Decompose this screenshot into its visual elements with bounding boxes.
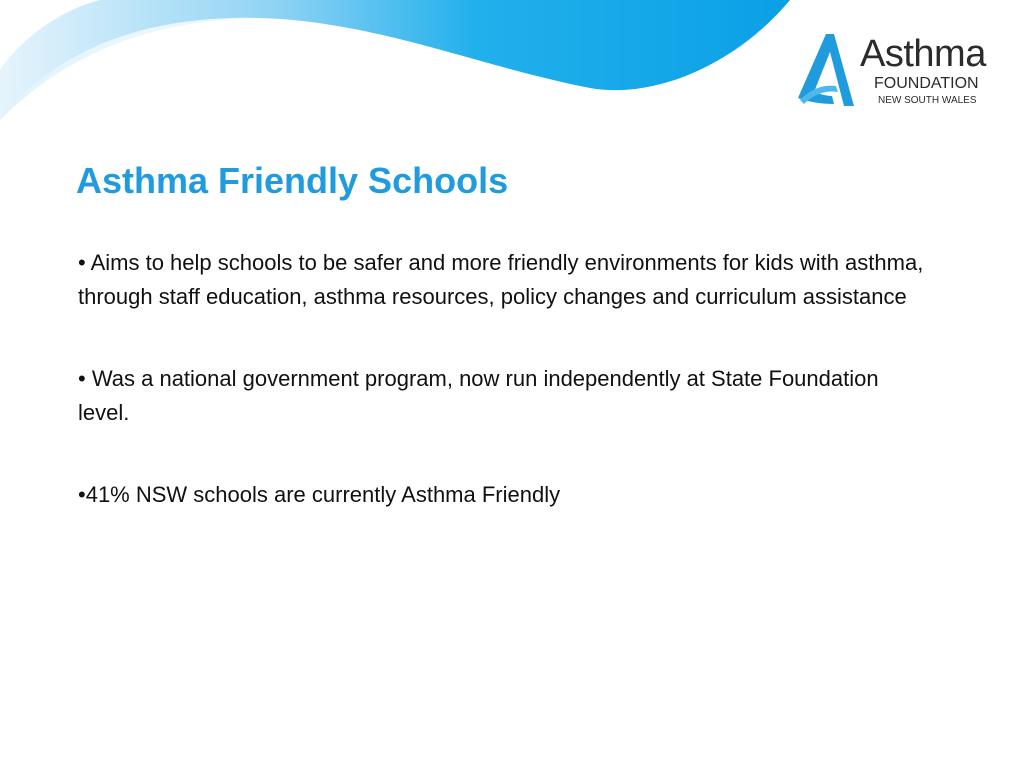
asthma-foundation-logo <box>796 30 1006 110</box>
logo-wordmark: Asthma <box>860 33 986 75</box>
bullet-item: • Was a national government program, now run independently at State Foundation level. <box>78 366 879 425</box>
bullet-item: • Aims to help schools to be safer and more friendly environments for kids with asthma, through staff education, asthma resources, policy changes and curriculum assistance <box>78 250 924 309</box>
bullet-item: •41% NSW schools are currently Asthma Friendly <box>78 482 561 507</box>
asthma-a-logo-icon <box>796 30 856 110</box>
slide-title: Asthma Friendly Schools <box>76 160 509 201</box>
bullet-list <box>78 246 928 560</box>
logo-subtitle: FOUNDATION <box>874 75 979 92</box>
logo-region: NEW SOUTH WALES <box>878 95 977 106</box>
